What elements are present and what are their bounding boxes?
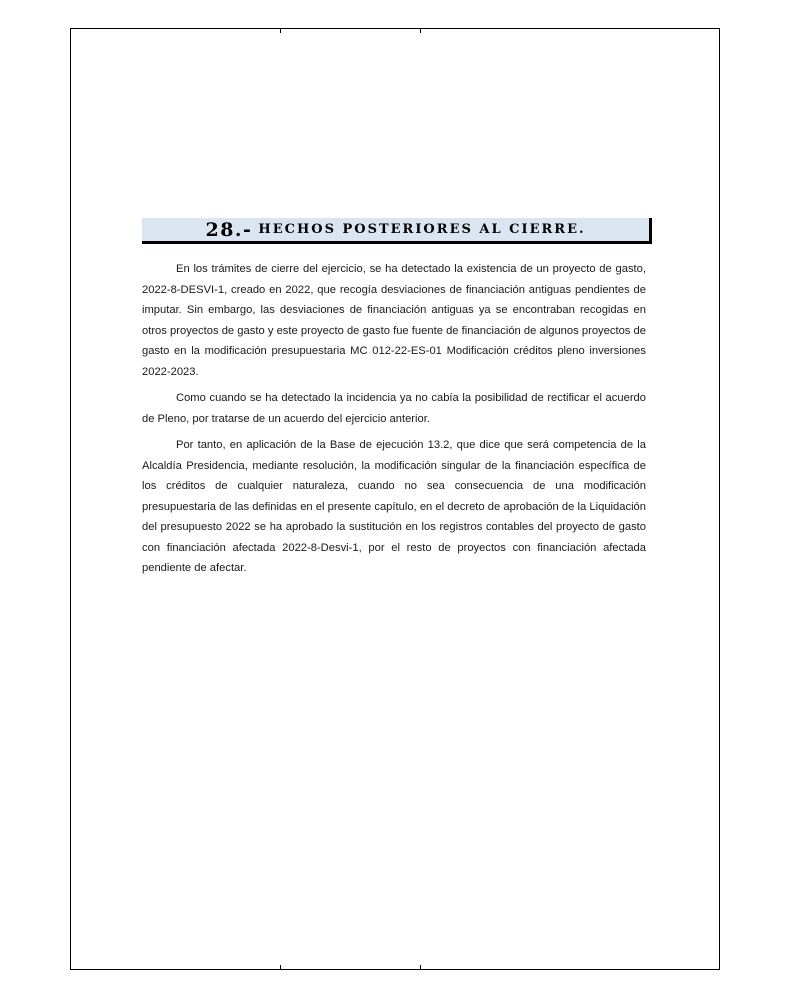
- paragraph-base-ejecucion: Por tanto, en aplicación de la Base de ejecución 13.2, que dice que será competencia de la Alcaldía Presidencia, mediante resolución, la modificación singular de la financiación específica de los créditos de cualquier naturaleza, cuando no sea consecuencia de una modificación presupuestaria de las definidas en el presente capítulo, en el decreto de aprobación de la Liquidación del presupuesto 2022 se ha aprobado la sustitución en los registros contables del proyecto de gasto con financiación afectada 2022-8-Desvi-1, por el resto de proyectos con financiación afectada pendiente de afectar.: [142, 439, 646, 574]
- section-body: [142, 259, 646, 585]
- frame-tick-top-right: [420, 28, 421, 33]
- section-heading: [142, 218, 652, 244]
- paragraph-acuerdo-pleno: Como cuando se ha detectado la incidencia ya no cabía la posibilidad de rectificar el acuerdo de Pleno, por tratarse de un acuerdo del ejercicio anterior.: [142, 392, 646, 425]
- frame-tick-bottom-left: [280, 965, 281, 970]
- frame-tick-top-left: [280, 28, 281, 33]
- paragraph-cierre-ejercicio: En los trámites de cierre del ejercicio, se ha detectado la existencia de un proyecto de gasto, 2022-8-DESVI-1, creado en 2022, que recogía desviaciones de financiación antiguas pendientes de imputar. Sin embargo, las desviaciones de financiación antiguas ya se encontraban recogidas en otros proyectos de gasto y este proyecto de gasto fue fuente de financiación de algunos proyectos de gasto en la modificación presupuestaria MC 012-22-ES-01 Modificación créditos pleno inversiones 2022-2023.: [142, 263, 646, 378]
- frame-tick-bottom-right: [420, 965, 421, 970]
- section-number: 28.-: [205, 218, 253, 241]
- section-title: HECHOS POSTERIORES AL CIERRE.: [258, 222, 586, 237]
